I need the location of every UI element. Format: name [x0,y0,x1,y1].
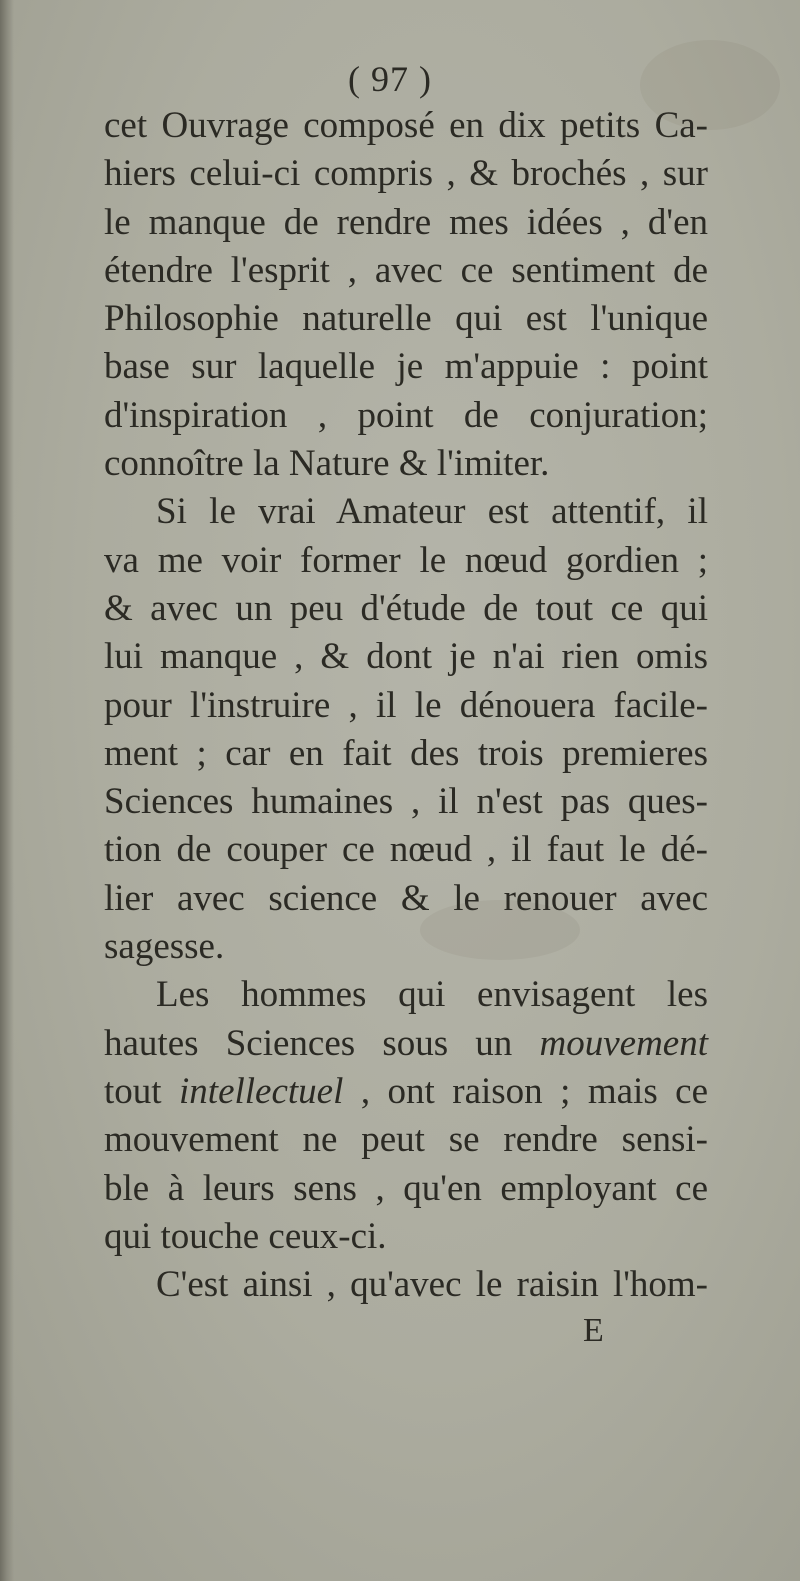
text-line: va me voir former le nœud gordien ; [104,539,708,581]
text-span: mouvement ne peut se rendre sensi- [104,1119,708,1161]
text-span: ble à leurs sens , qu'en employant ce [104,1167,708,1209]
text-line: hiers celui-ci compris , & brochés , sur [104,153,708,195]
text-span: , ont raison ; mais ce [343,1070,708,1112]
italic-text: intellectuel [179,1070,344,1112]
text-line: Philosophie naturelle qui est l'unique [104,298,708,340]
text-line [104,1020,708,1068]
paragraph [104,1261,708,1309]
text-line: ment ; car en fait des trois premieres [104,732,708,774]
text-span: tout [104,1070,180,1112]
text-line: lier avec science & le renouer avec [104,877,708,919]
text-line [104,1213,708,1261]
text-line: Si le vrai Amateur est attentif, il [156,491,708,533]
text-line: le manque de rendre mes idées , d'en [104,201,708,243]
paragraph [104,971,708,1261]
text-line: lui manque , & dont je n'ai rien omis [104,636,708,678]
text-line: pour l'instruire , il le dénouera facile- [104,684,708,726]
text-line [104,1116,708,1164]
text-line [104,971,708,1019]
paragraph [104,102,708,488]
text-line: base sur laquelle je m'appuie : point [104,346,708,388]
text-line: cet Ouvrage composé en dix petits Ca- [104,105,708,146]
text-span: qui touche ceux-ci. [104,1215,387,1257]
text-line: Sciences humaines , il n'est pas ques- [104,781,708,823]
text-line: & avec un peu d'étude de tout ce qui [104,587,708,629]
text-line: connoître la Nature & l'imiter. [104,443,550,485]
paragraph [104,488,708,971]
text-span: Les hommes qui envisagent les [156,974,708,1016]
text-line: tion de couper ce nœud , il faut le dé- [104,829,708,871]
text-line: d'inspiration , point de conjuration; [104,394,708,436]
text-line [104,1165,708,1213]
body-text [104,102,708,1309]
text-line: étendre l'esprit , avec ce sentiment de [104,249,708,291]
text-line: C'est ainsi , qu'avec le raisin l'hom- [156,1264,708,1306]
text-span: hautes Sciences sous un [104,1022,540,1064]
text-line [104,1068,708,1116]
signature-mark: E [583,1312,604,1349]
binding-gutter [0,0,14,1581]
text-line: sagesse. [104,926,225,968]
italic-text: mouvement [539,1022,708,1064]
page-number-text: ( 97 ) [348,59,432,99]
page-number [0,58,800,100]
